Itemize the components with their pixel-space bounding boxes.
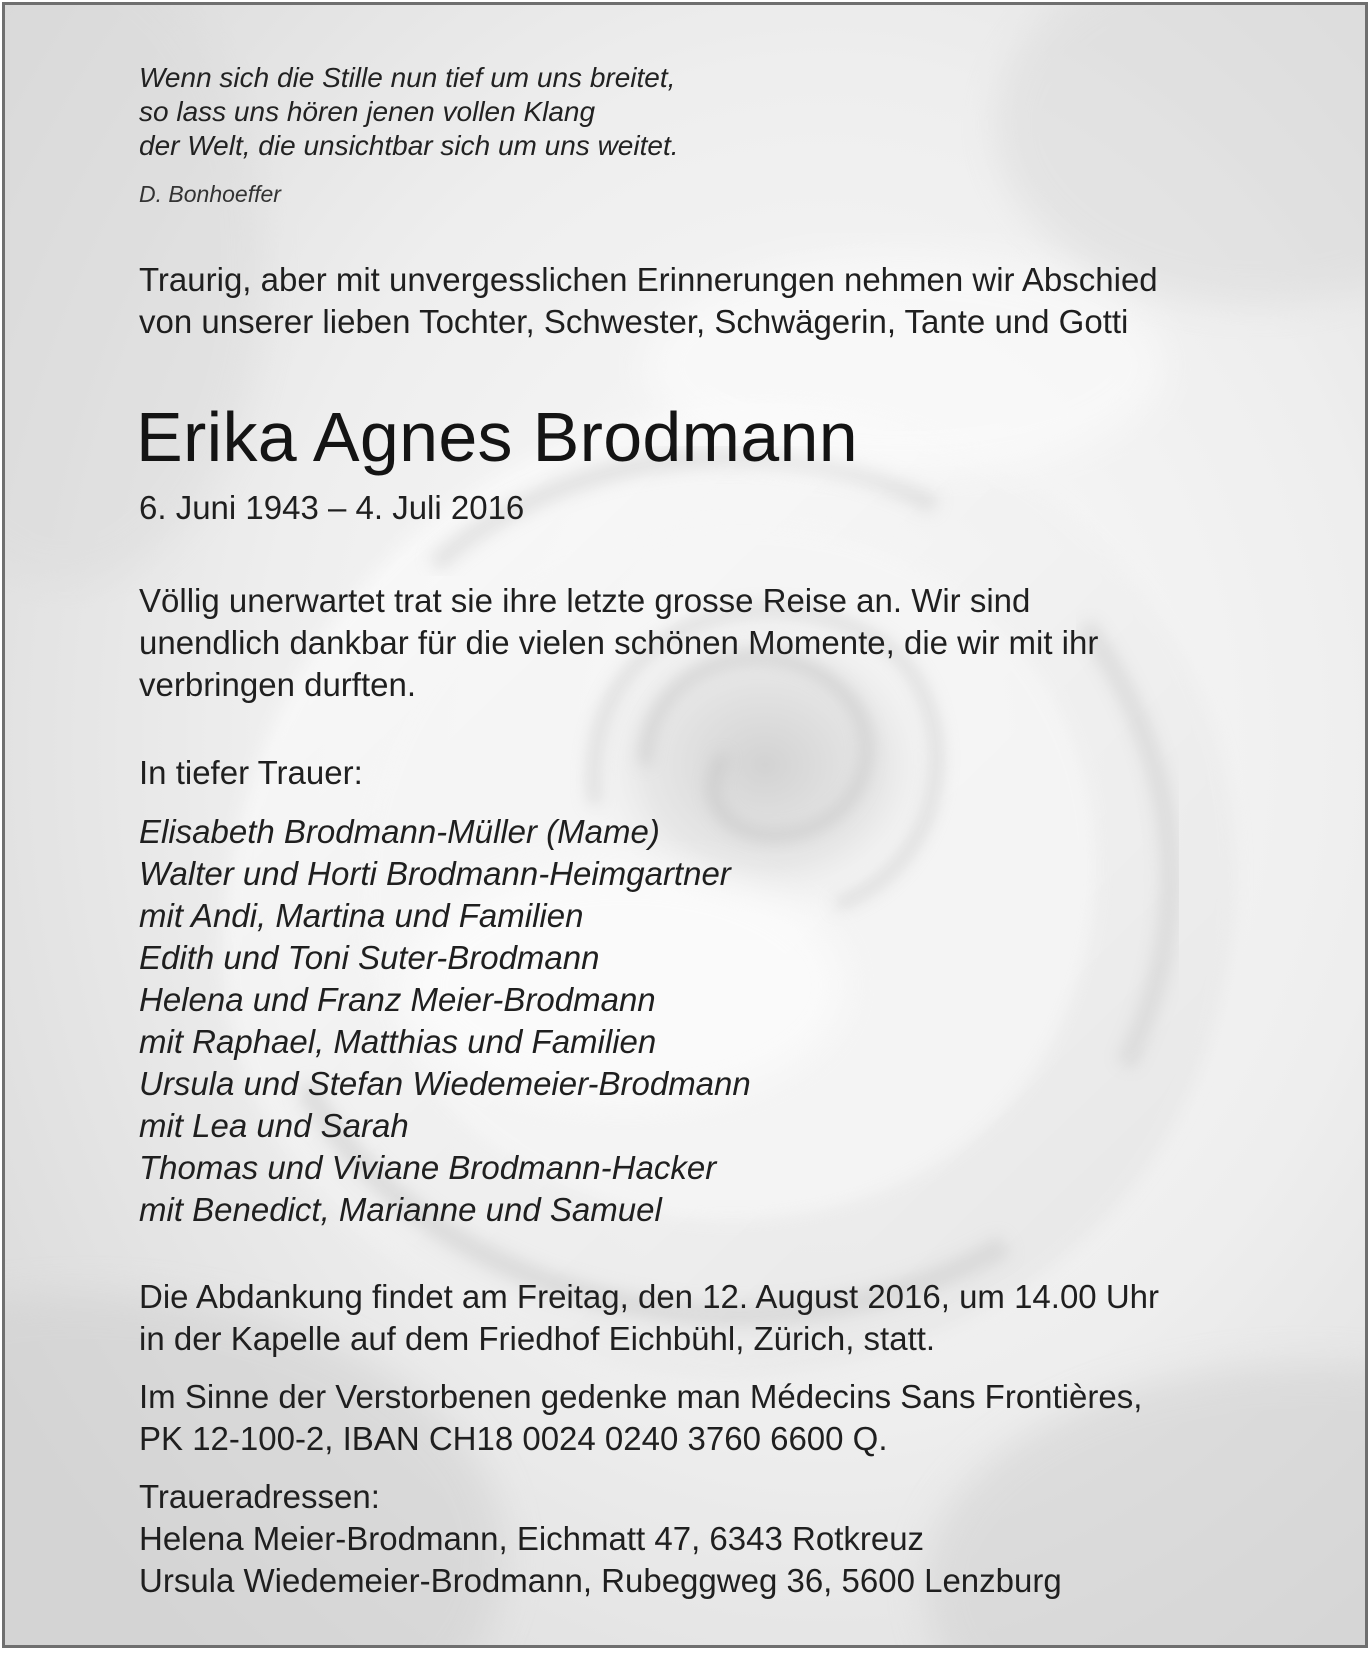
ceremony-line: in der Kapelle auf dem Friedhof Eichbühl, Zürich, statt.	[139, 1320, 936, 1357]
quote-line: der Welt, die unsichtbar sich um uns weitet.	[139, 130, 679, 161]
message-line: verbringen durften.	[139, 666, 417, 703]
donation-line: Im Sinne der Verstorbenen gedenke man Médecins Sans Frontières,	[139, 1378, 1143, 1415]
mourner-name: Thomas und Viviane Brodmann-Hacker	[139, 1149, 717, 1186]
deceased-name: Erika Agnes Brodmann	[136, 398, 858, 476]
mourner-name: mit Andi, Martina und Familien	[139, 897, 584, 934]
quote-author: D. Bonhoeffer	[139, 181, 281, 207]
obituary-frame	[2, 2, 1368, 1648]
mourner-name: Walter und Horti Brodmann-Heimgartner	[139, 855, 731, 892]
ceremony-line: Die Abdankung findet am Freitag, den 12. August 2016, um 14.00 Uhr	[139, 1278, 1160, 1315]
intro-line: Traurig, aber mit unvergesslichen Erinnerungen nehmen wir Abschied	[139, 261, 1158, 298]
donation-line: PK 12-100-2, IBAN CH18 0024 0240 3760 6600 Q.	[139, 1420, 888, 1457]
intro-line: von unserer lieben Tochter, Schwester, Schwägerin, Tante und Gotti	[139, 303, 1129, 340]
mourner-name: Ursula und Stefan Wiedemeier-Brodmann	[139, 1065, 751, 1102]
mourner-name: mit Lea und Sarah	[139, 1107, 409, 1144]
mourner-name: Helena und Franz Meier-Brodmann	[139, 981, 656, 1018]
mourning-heading: In tiefer Trauer:	[139, 754, 363, 791]
quote-line: Wenn sich die Stille nun tief um uns breitet,	[139, 62, 676, 93]
message-line: unendlich dankbar für die vielen schönen Momente, die wir mit ihr	[139, 624, 1099, 661]
mourner-name: mit Benedict, Marianne und Samuel	[139, 1191, 662, 1228]
mourner-name: Elisabeth Brodmann-Müller (Mame)	[139, 813, 660, 850]
quote-line: so lass uns hören jenen vollen Klang	[139, 96, 596, 127]
addresses-heading: Traueradressen:	[139, 1478, 380, 1515]
address-line: Ursula Wiedemeier-Brodmann, Rubeggweg 36, 5600 Lenzburg	[139, 1562, 1062, 1599]
mourner-name: mit Raphael, Matthias und Familien	[139, 1023, 657, 1060]
message-line: Völlig unerwartet trat sie ihre letzte grosse Reise an. Wir sind	[139, 582, 1031, 619]
mourner-name: Edith und Toni Suter-Brodmann	[139, 939, 600, 976]
address-line: Helena Meier-Brodmann, Eichmatt 47, 6343 Rotkreuz	[139, 1520, 925, 1557]
deceased-dates: 6. Juni 1943 – 4. Juli 2016	[139, 489, 525, 526]
